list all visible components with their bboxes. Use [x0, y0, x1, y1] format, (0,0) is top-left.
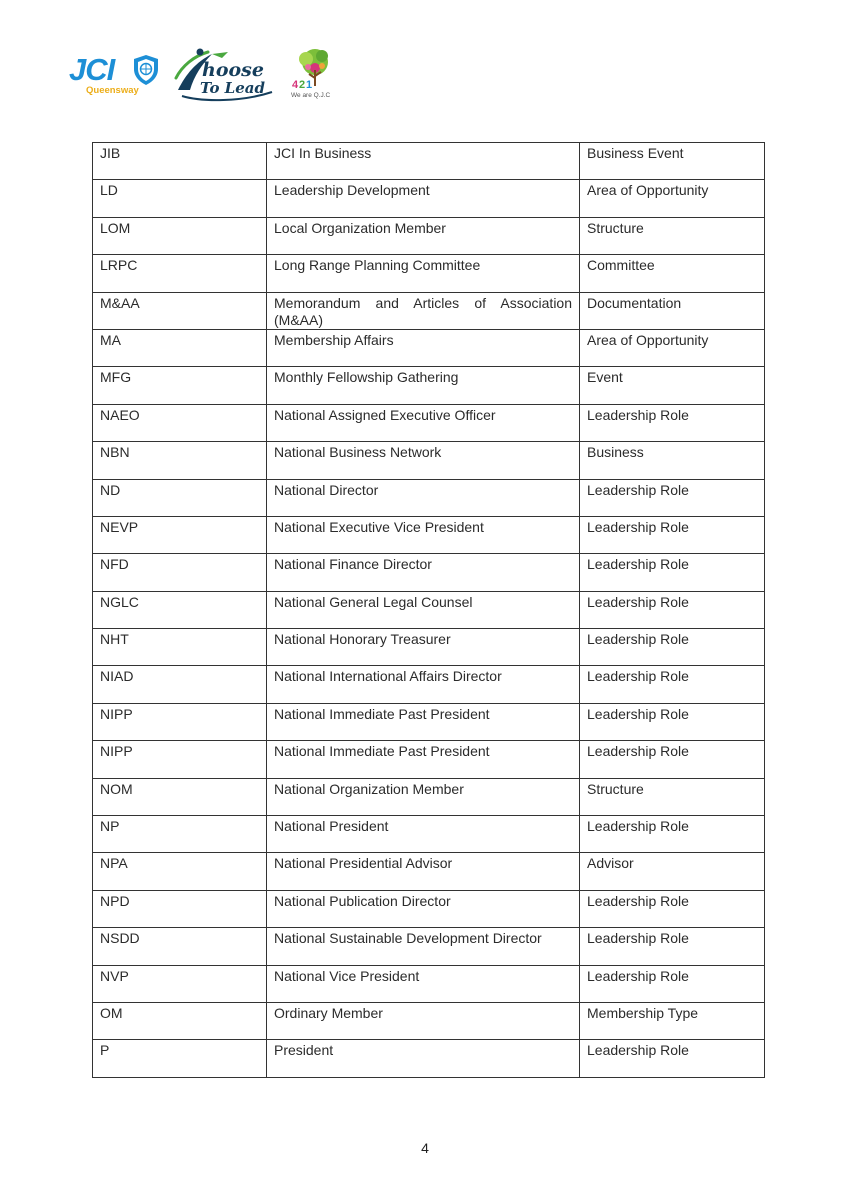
table-row — [93, 703, 765, 740]
category-cell: Advisor — [580, 853, 765, 890]
table-row — [93, 853, 765, 890]
category-cell: Leadership Role — [580, 928, 765, 965]
table-row — [93, 816, 765, 853]
category-cell: Committee — [580, 255, 765, 292]
abbreviation-cell: ND — [93, 479, 267, 516]
abbreviation-cell: NBN — [93, 442, 267, 479]
table-row — [93, 591, 765, 628]
header-logos — [66, 44, 366, 104]
choose-to-lead-line1: hoose — [202, 59, 264, 81]
table-row — [93, 1002, 765, 1039]
abbreviation-cell: MFG — [93, 367, 267, 404]
category-cell: Business Event — [580, 143, 765, 180]
meaning-cell: Long Range Planning Committee — [267, 255, 580, 292]
table-row — [93, 666, 765, 703]
meaning-cell: JCI In Business — [267, 143, 580, 180]
meaning-cell: Ordinary Member — [267, 1002, 580, 1039]
category-cell: Area of Opportunity — [580, 180, 765, 217]
abbreviation-cell: LOM — [93, 217, 267, 254]
meaning-cell: National Immediate Past President — [267, 741, 580, 778]
abbreviation-cell: NIPP — [93, 741, 267, 778]
tree-logo — [288, 46, 338, 104]
abbreviation-cell: NOM — [93, 778, 267, 815]
category-cell: Leadership Role — [580, 741, 765, 778]
category-cell: Event — [580, 367, 765, 404]
category-cell: Documentation — [580, 292, 765, 329]
meaning-cell: National Business Network — [267, 442, 580, 479]
jci-shield-icon — [132, 54, 160, 86]
meaning-cell: National Presidential Advisor — [267, 853, 580, 890]
table-row — [93, 180, 765, 217]
abbreviation-cell: JIB — [93, 143, 267, 180]
table-row — [93, 143, 765, 180]
meaning-cell: National General Legal Counsel — [267, 591, 580, 628]
jci-logo-text: JCI — [69, 52, 115, 87]
table-row — [93, 890, 765, 927]
meaning-cell: National Sustainable Development Director — [267, 928, 580, 965]
abbreviation-cell: LD — [93, 180, 267, 217]
meaning-cell: National Finance Director — [267, 554, 580, 591]
glossary-table — [92, 142, 765, 1078]
page-number: 4 — [421, 1140, 429, 1156]
table-row — [93, 928, 765, 965]
table-row — [93, 554, 765, 591]
category-cell: Business — [580, 442, 765, 479]
meaning-cell: National President — [267, 816, 580, 853]
table-row — [93, 367, 765, 404]
meaning-cell: National Director — [267, 479, 580, 516]
abbreviation-cell: NIPP — [93, 703, 267, 740]
abbreviation-cell: NGLC — [93, 591, 267, 628]
abbreviation-cell: OM — [93, 1002, 267, 1039]
jci-queensway-logo — [66, 50, 170, 98]
abbreviation-cell: NIAD — [93, 666, 267, 703]
meaning-cell: National Assigned Executive Officer — [267, 404, 580, 441]
abbreviation-cell: MA — [93, 329, 267, 366]
tree-logo-icon — [288, 46, 338, 92]
table-row — [93, 255, 765, 292]
abbreviation-cell: NFD — [93, 554, 267, 591]
abbreviation-cell: NPA — [93, 853, 267, 890]
tree-logo-subtitle: We are Q.J.C — [291, 92, 331, 99]
table-row — [93, 479, 765, 516]
abbreviation-cell: M&AA — [93, 292, 267, 329]
table-row — [93, 965, 765, 1002]
table-row — [93, 292, 765, 329]
category-cell: Leadership Role — [580, 703, 765, 740]
meaning-cell: Leadership Development — [267, 180, 580, 217]
meaning-cell: Monthly Fellowship Gathering — [267, 367, 580, 404]
category-cell: Leadership Role — [580, 404, 765, 441]
table-row — [93, 217, 765, 254]
abbreviation-cell: NAEO — [93, 404, 267, 441]
meaning-cell: President — [267, 1040, 580, 1077]
glossary-table-body — [93, 143, 765, 1078]
svg-text:2: 2 — [299, 79, 306, 91]
category-cell: Membership Type — [580, 1002, 765, 1039]
abbreviation-cell: NEVP — [93, 516, 267, 553]
jci-logo-subtitle: Queensway — [86, 85, 139, 96]
svg-text:4: 4 — [292, 79, 299, 91]
table-row — [93, 1040, 765, 1077]
meaning-cell: Membership Affairs — [267, 329, 580, 366]
category-cell: Leadership Role — [580, 666, 765, 703]
abbreviation-cell: NP — [93, 816, 267, 853]
meaning-cell: Memorandum and Articles of Association (M&AA) — [267, 292, 580, 329]
table-row — [93, 516, 765, 553]
category-cell: Leadership Role — [580, 629, 765, 666]
abbreviation-cell: NVP — [93, 965, 267, 1002]
meaning-cell: National Organization Member — [267, 778, 580, 815]
category-cell: Structure — [580, 778, 765, 815]
category-cell: Leadership Role — [580, 554, 765, 591]
meaning-cell: National Vice President — [267, 965, 580, 1002]
meaning-cell: National Publication Director — [267, 890, 580, 927]
table-row — [93, 329, 765, 366]
table-row — [93, 778, 765, 815]
category-cell: Area of Opportunity — [580, 329, 765, 366]
choose-to-lead-line2: To Lead — [200, 79, 265, 97]
category-cell: Leadership Role — [580, 965, 765, 1002]
choose-to-lead-logo — [172, 44, 282, 104]
table-row — [93, 404, 765, 441]
table-row — [93, 629, 765, 666]
abbreviation-cell: NHT — [93, 629, 267, 666]
category-cell: Leadership Role — [580, 816, 765, 853]
abbreviation-cell: LRPC — [93, 255, 267, 292]
meaning-cell: National Honorary Treasurer — [267, 629, 580, 666]
abbreviation-cell: P — [93, 1040, 267, 1077]
svg-text:1: 1 — [306, 79, 313, 91]
meaning-cell: Local Organization Member — [267, 217, 580, 254]
table-row — [93, 442, 765, 479]
category-cell: Leadership Role — [580, 516, 765, 553]
category-cell: Leadership Role — [580, 479, 765, 516]
meaning-cell: National Immediate Past President — [267, 703, 580, 740]
meaning-cell: National International Affairs Director — [267, 666, 580, 703]
meaning-cell: National Executive Vice President — [267, 516, 580, 553]
category-cell: Leadership Role — [580, 591, 765, 628]
abbreviation-cell: NSDD — [93, 928, 267, 965]
category-cell: Leadership Role — [580, 1040, 765, 1077]
abbreviation-cell: NPD — [93, 890, 267, 927]
table-row — [93, 741, 765, 778]
category-cell: Structure — [580, 217, 765, 254]
category-cell: Leadership Role — [580, 890, 765, 927]
